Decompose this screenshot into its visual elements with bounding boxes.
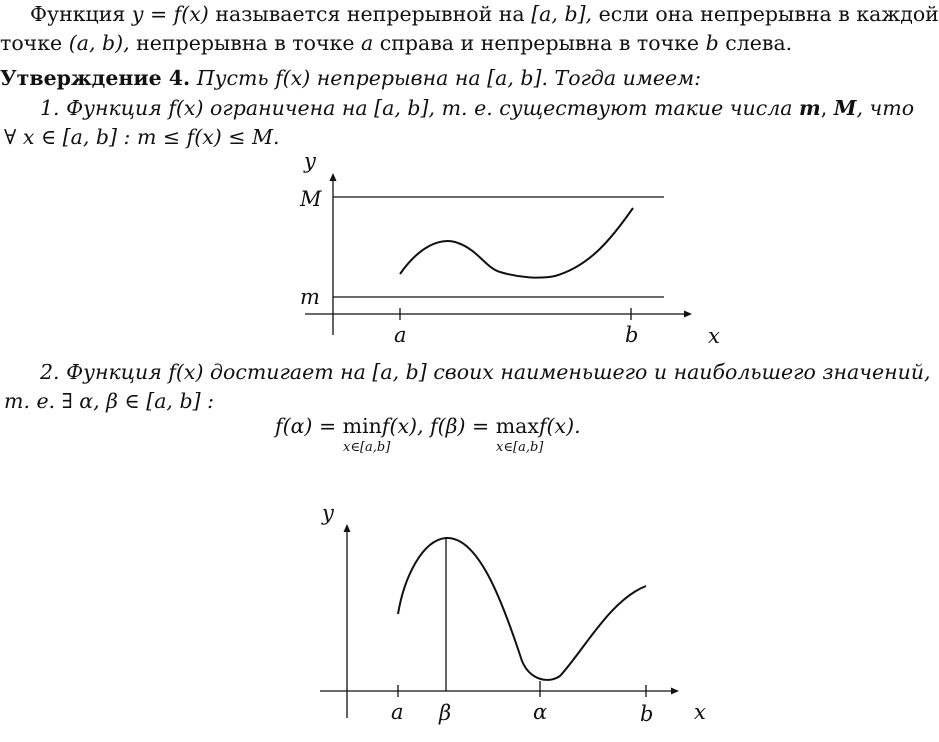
fig2-x-arrow <box>671 688 679 695</box>
fig1-label-x: x <box>708 324 720 348</box>
fig2-label-b: b <box>640 702 654 726</box>
fig2-y-arrow <box>344 524 351 532</box>
fig2-label-x: x <box>694 700 706 724</box>
definition-line-2: точке (a, b), непрерывна в точке a справа и непрерывна в точке b слева. <box>0 31 793 55</box>
fig1-label-m: m <box>300 285 320 309</box>
formula-min-operator: min x∈[a,b] <box>342 414 391 455</box>
fig1-label-M: M <box>300 187 322 211</box>
item2-line-1: 2. Функция f(x) достигает на [a, b] своих наименьшего и наибольшего значений, <box>40 360 931 384</box>
fig1-label-b: b <box>625 323 639 347</box>
statement-line: Утверждение 4. Пусть f(x) непрерывна на [a, b]. Тогда имеем: <box>0 66 702 90</box>
fig2-label-a: a <box>391 700 404 724</box>
fig1-x-arrow <box>684 311 692 318</box>
fig2-label-alpha: α <box>533 700 548 724</box>
fig2-function-curve <box>398 538 646 680</box>
formula-max-operator: max x∈[a,b] <box>495 414 544 455</box>
fig2-label-y: y <box>322 501 334 525</box>
fig2-label-beta: β <box>439 701 452 725</box>
definition-line-1: Функция y = f(x) называется непрерывной на [a, b], если она непрерывна в каждой <box>30 2 939 26</box>
fig1-label-y: y <box>304 149 316 173</box>
fig1-label-a: a <box>394 323 407 347</box>
fig1-function-curve <box>400 208 633 278</box>
statement-label: Утверждение 4. <box>0 66 191 90</box>
fig1-y-arrow <box>330 173 337 181</box>
item2-line-2: т. е. ∃ α, β ∈ [a, b] : <box>4 389 215 413</box>
item1-line-1: 1. Функция f(x) ограничена на [a, b], т. е. существуют такие числа m, M, что <box>40 96 915 120</box>
min-max-formula: f(α) = min x∈[a,b] f(x), f(β) = max x∈[a,b] f(x). <box>275 414 581 455</box>
item1-line-2: ∀ x ∈ [a, b] : m ≤ f(x) ≤ M. <box>4 125 280 149</box>
